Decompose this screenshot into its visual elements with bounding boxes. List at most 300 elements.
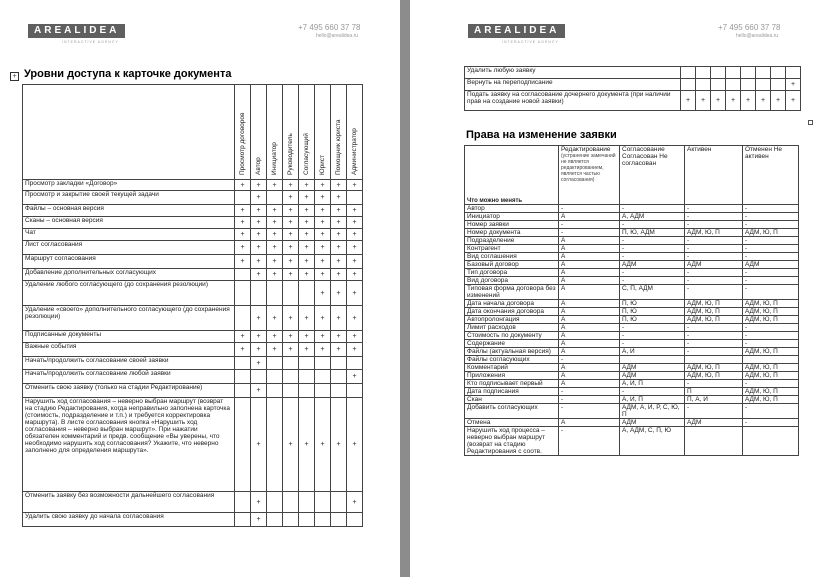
permission-mark: + bbox=[347, 306, 363, 331]
rights-value: - bbox=[685, 404, 743, 419]
table-row bbox=[23, 217, 363, 229]
rights-value: АДМ, Ю, П bbox=[685, 308, 743, 316]
rights-value: - bbox=[620, 277, 685, 285]
permission-mark: + bbox=[251, 513, 267, 527]
table-row bbox=[23, 384, 363, 398]
table-row bbox=[23, 281, 363, 306]
permission-mark bbox=[347, 513, 363, 527]
permission-label: Сканы – основная версия bbox=[23, 217, 235, 229]
rights-value: - bbox=[743, 277, 799, 285]
rights-value: - bbox=[743, 205, 799, 213]
permission-mark bbox=[235, 398, 251, 492]
table-row bbox=[465, 79, 801, 91]
rights-value: АДМ, Ю, П bbox=[685, 372, 743, 380]
field-name: Вид соглашения bbox=[465, 253, 559, 261]
rights-value: АДМ, Ю, П bbox=[743, 308, 799, 316]
rights-value: С, П, АДМ bbox=[620, 285, 685, 300]
permission-mark: + bbox=[347, 217, 363, 229]
rights-value: А, АДМ bbox=[620, 213, 685, 221]
rights-value: АДМ, Ю, П bbox=[685, 229, 743, 237]
permission-mark bbox=[315, 384, 331, 398]
rights-value: А bbox=[559, 364, 620, 372]
permission-mark: + bbox=[331, 229, 347, 241]
permission-mark: + bbox=[786, 91, 801, 111]
role-header: Автор bbox=[251, 85, 267, 180]
permission-mark: + bbox=[331, 205, 347, 217]
rights-value: - bbox=[559, 396, 620, 404]
rights-value: А bbox=[559, 380, 620, 388]
permission-mark bbox=[696, 79, 711, 91]
permission-mark: + bbox=[283, 255, 299, 269]
rights-value: - bbox=[559, 229, 620, 237]
field-name: Контрагент bbox=[465, 245, 559, 253]
permission-mark: + bbox=[331, 180, 347, 191]
permission-mark: + bbox=[347, 205, 363, 217]
permission-mark bbox=[235, 384, 251, 398]
company-logo: AREALIDEA bbox=[468, 24, 565, 38]
permission-mark: + bbox=[283, 398, 299, 492]
permission-mark bbox=[299, 370, 315, 384]
permission-label: Подать заявку на согласование дочернего документа (при наличии прав на создание новой заявки) bbox=[465, 91, 681, 111]
field-name: Вид договора bbox=[465, 277, 559, 285]
permission-mark: + bbox=[251, 331, 267, 343]
table-row bbox=[23, 398, 363, 492]
table-row bbox=[465, 91, 801, 111]
table-row bbox=[465, 332, 799, 340]
permission-mark: + bbox=[315, 180, 331, 191]
field-name: Лимит расходов bbox=[465, 324, 559, 332]
permission-mark: + bbox=[299, 255, 315, 269]
table-row bbox=[465, 245, 799, 253]
permission-mark bbox=[283, 357, 299, 370]
permission-mark: + bbox=[315, 331, 331, 343]
table-row bbox=[23, 205, 363, 217]
rights-value: - bbox=[620, 332, 685, 340]
field-name: Дата окончания договора bbox=[465, 308, 559, 316]
table-row bbox=[465, 380, 799, 388]
table-row bbox=[23, 343, 363, 357]
role-header: Инициатор bbox=[267, 85, 283, 180]
edit-rights-title: Права на изменение заявки bbox=[466, 129, 617, 141]
permission-mark: + bbox=[299, 205, 315, 217]
rights-value: АДМ, А, И, Р, С, Ю, П bbox=[620, 404, 685, 419]
what-to-change-header: Что можно менять bbox=[465, 146, 559, 205]
company-email: hello@arealidea.ru bbox=[316, 33, 359, 39]
editing-header: Редактирование (устранение замечаний не является редактированием, является частью согласования) bbox=[559, 146, 620, 205]
permission-mark: + bbox=[267, 205, 283, 217]
permission-mark bbox=[235, 492, 251, 513]
field-name: Файлы (актуальная версия) bbox=[465, 348, 559, 356]
rights-value: АДМ bbox=[685, 419, 743, 427]
permission-mark bbox=[299, 513, 315, 527]
cancelled-header: Отменен Не активен bbox=[743, 146, 799, 205]
table-row bbox=[465, 308, 799, 316]
table-row bbox=[23, 241, 363, 255]
table-row bbox=[465, 364, 799, 372]
permission-mark bbox=[347, 357, 363, 370]
permission-label: Отменить свою заявку (только на стадии Редактирование) bbox=[23, 384, 235, 398]
edit-rights-table bbox=[464, 145, 799, 456]
company-logo: AREALIDEA bbox=[28, 24, 125, 38]
rights-value: АДМ bbox=[620, 364, 685, 372]
rights-value: - bbox=[620, 245, 685, 253]
permission-mark: + bbox=[315, 241, 331, 255]
permission-mark: + bbox=[711, 91, 726, 111]
approval-header: Согласование Согласован Не согласован bbox=[620, 146, 685, 205]
permission-mark: + bbox=[771, 91, 786, 111]
rights-value: - bbox=[743, 213, 799, 221]
access-levels-table-continued bbox=[464, 66, 801, 111]
permission-mark: + bbox=[315, 343, 331, 357]
rights-value: А bbox=[559, 308, 620, 316]
permission-mark bbox=[283, 384, 299, 398]
table-resize-handle-icon[interactable] bbox=[808, 120, 813, 125]
permission-mark: + bbox=[726, 91, 741, 111]
role-header: Просмотр договоров bbox=[235, 85, 251, 180]
table-row bbox=[465, 356, 799, 364]
permission-mark bbox=[726, 79, 741, 91]
rights-value: - bbox=[685, 245, 743, 253]
rights-value bbox=[743, 427, 799, 456]
permission-mark bbox=[331, 357, 347, 370]
field-name: Приложения bbox=[465, 372, 559, 380]
rights-value: А bbox=[559, 277, 620, 285]
rights-value: - bbox=[685, 213, 743, 221]
permission-mark: + bbox=[251, 205, 267, 217]
permission-mark: + bbox=[315, 398, 331, 492]
rights-value: - bbox=[559, 427, 620, 456]
field-name: Подразделение bbox=[465, 237, 559, 245]
rights-value: АДМ bbox=[620, 419, 685, 427]
rights-value: - bbox=[620, 221, 685, 229]
permission-label: Подписанные документы bbox=[23, 331, 235, 343]
access-levels-table bbox=[22, 84, 363, 527]
rights-value: - bbox=[685, 380, 743, 388]
rights-value: - bbox=[685, 221, 743, 229]
permission-mark: + bbox=[251, 241, 267, 255]
permission-mark: + bbox=[235, 180, 251, 191]
role-header: Помощник юриста bbox=[331, 85, 347, 180]
rights-value: - bbox=[620, 253, 685, 261]
role-header: Администратор bbox=[347, 85, 363, 180]
table-row bbox=[465, 277, 799, 285]
table-row bbox=[23, 269, 363, 281]
permission-mark: + bbox=[235, 241, 251, 255]
permission-mark bbox=[267, 384, 283, 398]
company-phone: +7 495 660 37 78 bbox=[718, 23, 781, 32]
rights-value: А, АДМ, С, П, Ю bbox=[620, 427, 685, 456]
rights-value: П, Ю bbox=[620, 300, 685, 308]
permission-mark bbox=[299, 384, 315, 398]
rights-value: - bbox=[685, 285, 743, 300]
permission-mark: + bbox=[267, 180, 283, 191]
permission-mark bbox=[771, 67, 786, 79]
permission-mark bbox=[251, 281, 267, 306]
permission-mark: + bbox=[251, 269, 267, 281]
role-header: Руководитель bbox=[283, 85, 299, 180]
permission-mark: + bbox=[283, 191, 299, 205]
permission-mark bbox=[235, 513, 251, 527]
permission-mark: + bbox=[283, 343, 299, 357]
rights-value: - bbox=[559, 356, 620, 364]
permission-mark: + bbox=[347, 255, 363, 269]
rights-value: П, Ю bbox=[620, 308, 685, 316]
permission-mark bbox=[331, 513, 347, 527]
permission-mark: + bbox=[756, 91, 771, 111]
permission-mark: + bbox=[299, 217, 315, 229]
rights-value: А bbox=[559, 316, 620, 324]
permission-mark: + bbox=[347, 229, 363, 241]
rights-value: А bbox=[559, 419, 620, 427]
rights-value: А bbox=[559, 261, 620, 269]
table-row bbox=[23, 357, 363, 370]
table-row bbox=[465, 404, 799, 419]
permission-mark: + bbox=[347, 370, 363, 384]
permission-mark bbox=[741, 79, 756, 91]
table-row bbox=[465, 67, 801, 79]
permission-mark bbox=[315, 492, 331, 513]
rights-value: А, И bbox=[620, 348, 685, 356]
permission-label: Лист согласования bbox=[23, 241, 235, 255]
table-row bbox=[465, 237, 799, 245]
table-row bbox=[465, 261, 799, 269]
permission-mark: + bbox=[251, 191, 267, 205]
table-row bbox=[23, 191, 363, 205]
rights-value: - bbox=[685, 324, 743, 332]
rights-value: А bbox=[559, 348, 620, 356]
table-row bbox=[23, 180, 363, 191]
permission-mark: + bbox=[331, 255, 347, 269]
rights-value: - bbox=[685, 340, 743, 348]
permission-mark bbox=[251, 370, 267, 384]
permission-mark bbox=[235, 370, 251, 384]
permission-mark bbox=[299, 492, 315, 513]
table-move-handle-icon[interactable]: + bbox=[10, 72, 19, 81]
access-table-corner-cell bbox=[23, 85, 235, 180]
field-name: Скан bbox=[465, 396, 559, 404]
permission-mark: + bbox=[681, 91, 696, 111]
rights-value: АДМ, Ю, П bbox=[743, 300, 799, 308]
permission-mark: + bbox=[331, 331, 347, 343]
permission-mark: + bbox=[251, 229, 267, 241]
permission-label: Маршрут согласования bbox=[23, 255, 235, 269]
permission-mark: + bbox=[251, 357, 267, 370]
permission-mark: + bbox=[347, 241, 363, 255]
table-row bbox=[465, 419, 799, 427]
permission-mark bbox=[267, 370, 283, 384]
rights-value: - bbox=[743, 253, 799, 261]
rights-value: - bbox=[685, 237, 743, 245]
rights-value: - bbox=[559, 404, 620, 419]
field-name: Комментарий bbox=[465, 364, 559, 372]
permission-label: Добавление дополнительных согласующих bbox=[23, 269, 235, 281]
rights-value bbox=[685, 427, 743, 456]
field-name: Номер документа bbox=[465, 229, 559, 237]
permission-mark: + bbox=[299, 269, 315, 281]
rights-value bbox=[743, 356, 799, 364]
rights-value: - bbox=[559, 221, 620, 229]
company-tagline: INTERACTIVE AGENCY bbox=[502, 40, 559, 44]
rights-value: А bbox=[559, 340, 620, 348]
permission-mark: + bbox=[283, 217, 299, 229]
permission-mark bbox=[681, 67, 696, 79]
rights-value: - bbox=[620, 340, 685, 348]
table-row bbox=[465, 427, 799, 456]
permission-mark: + bbox=[235, 229, 251, 241]
permission-mark: + bbox=[283, 241, 299, 255]
permission-mark bbox=[267, 492, 283, 513]
permission-label: Просмотр закладки «Договор» bbox=[23, 180, 235, 191]
rights-value: - bbox=[743, 380, 799, 388]
rights-value: А, И, П bbox=[620, 380, 685, 388]
permission-mark bbox=[267, 513, 283, 527]
permission-label: Чат bbox=[23, 229, 235, 241]
permission-mark: + bbox=[299, 180, 315, 191]
permission-mark bbox=[267, 357, 283, 370]
active-header: Активен bbox=[685, 146, 743, 205]
rights-value: - bbox=[743, 419, 799, 427]
rights-value: - bbox=[685, 348, 743, 356]
permission-label: Файлы – основная версия bbox=[23, 205, 235, 217]
field-name: Номер заявки bbox=[465, 221, 559, 229]
field-name: Инициатор bbox=[465, 213, 559, 221]
rights-value: АДМ, Ю, П bbox=[685, 300, 743, 308]
rights-value: - bbox=[685, 269, 743, 277]
field-name: Стоимость по документу bbox=[465, 332, 559, 340]
permission-mark bbox=[681, 79, 696, 91]
permission-mark: + bbox=[267, 217, 283, 229]
permission-mark: + bbox=[267, 306, 283, 331]
table-row bbox=[465, 269, 799, 277]
permission-mark: + bbox=[315, 205, 331, 217]
permission-mark: + bbox=[331, 343, 347, 357]
permission-mark: + bbox=[299, 398, 315, 492]
permission-mark bbox=[235, 306, 251, 331]
permission-mark: + bbox=[347, 398, 363, 492]
permission-label: Важные события bbox=[23, 343, 235, 357]
permission-mark bbox=[283, 281, 299, 306]
rights-value: АДМ, Ю, П bbox=[743, 388, 799, 396]
field-name: Автор bbox=[465, 205, 559, 213]
permission-mark bbox=[331, 384, 347, 398]
permission-label: Удалить свою заявку до начала согласования bbox=[23, 513, 235, 527]
company-phone: +7 495 660 37 78 bbox=[298, 23, 361, 32]
table-row bbox=[465, 253, 799, 261]
permission-mark bbox=[315, 513, 331, 527]
rights-value: АДМ bbox=[620, 372, 685, 380]
permission-mark: + bbox=[251, 343, 267, 357]
rights-value: - bbox=[620, 388, 685, 396]
rights-value: АДМ, Ю, П bbox=[743, 364, 799, 372]
rights-value: АДМ, Ю, П bbox=[743, 229, 799, 237]
permission-mark bbox=[315, 357, 331, 370]
permission-mark: + bbox=[235, 205, 251, 217]
permission-mark: + bbox=[315, 306, 331, 331]
permission-mark bbox=[726, 67, 741, 79]
permission-label: Просмотр и закрытие своей текущей задачи bbox=[23, 191, 235, 205]
rights-value: - bbox=[685, 253, 743, 261]
rights-value: А bbox=[559, 372, 620, 380]
permission-mark bbox=[299, 281, 315, 306]
permission-mark: + bbox=[267, 229, 283, 241]
permission-mark: + bbox=[251, 217, 267, 229]
rights-value: А, И, П bbox=[620, 396, 685, 404]
rights-value: - bbox=[620, 205, 685, 213]
rights-value: АДМ bbox=[743, 261, 799, 269]
rights-value: А bbox=[559, 253, 620, 261]
field-name: Файлы согласующих bbox=[465, 356, 559, 364]
permission-label: Отменить заявку без возможности дальнейшего согласования bbox=[23, 492, 235, 513]
permission-mark: + bbox=[251, 306, 267, 331]
table-row bbox=[465, 213, 799, 221]
permission-mark: + bbox=[251, 492, 267, 513]
rights-value: АДМ, Ю, П bbox=[743, 372, 799, 380]
company-email: hello@arealidea.ru bbox=[736, 33, 779, 39]
table-row bbox=[465, 388, 799, 396]
rights-value: - bbox=[743, 245, 799, 253]
permission-mark: + bbox=[331, 281, 347, 306]
permission-mark: + bbox=[267, 255, 283, 269]
rights-value: П, Ю bbox=[620, 316, 685, 324]
access-levels-title: Уровни доступа к карточке документа bbox=[24, 68, 232, 80]
rights-value: - bbox=[743, 404, 799, 419]
permission-mark: + bbox=[315, 269, 331, 281]
permission-label: Нарушить ход согласования – неверно выбран маршрут (возврат на стадию Редактирования, когда неправильно заполнена карточка (стоимость, подразделение и т.п.) и требуется корректировка маршрута). В листе согласования кнопка «Нарушить ход согласования – неверно выбран маршрут». При нажатии обязателен комментарий и предв. сообщение «Вы уверены, что необходимо нарушить ход согласования? Укажите, что неверно заполнено для определения маршрута». bbox=[23, 398, 235, 492]
field-name: Типовая форма договора без изменений bbox=[465, 285, 559, 300]
permission-mark: + bbox=[283, 180, 299, 191]
permission-mark bbox=[696, 67, 711, 79]
rights-value: - bbox=[743, 324, 799, 332]
permission-mark bbox=[283, 370, 299, 384]
rights-table-header-row bbox=[465, 146, 799, 205]
permission-mark: + bbox=[331, 217, 347, 229]
rights-value: - bbox=[685, 205, 743, 213]
permission-mark: + bbox=[283, 269, 299, 281]
permission-mark: + bbox=[299, 306, 315, 331]
permission-label: Удалить любую заявку bbox=[465, 67, 681, 79]
table-row bbox=[465, 372, 799, 380]
role-header: Согласующий bbox=[299, 85, 315, 180]
permission-mark bbox=[267, 281, 283, 306]
role-header: Юрист bbox=[315, 85, 331, 180]
permission-mark: + bbox=[331, 269, 347, 281]
company-tagline: INTERACTIVE AGENCY bbox=[62, 40, 119, 44]
permission-mark: + bbox=[267, 269, 283, 281]
permission-label: Удаление «своего» дополнительного согласующего (до сохранения резолюции) bbox=[23, 306, 235, 331]
access-table-header-row bbox=[23, 85, 363, 180]
permission-mark bbox=[267, 398, 283, 492]
permission-mark: + bbox=[315, 281, 331, 306]
table-row bbox=[465, 221, 799, 229]
rights-value: - bbox=[620, 324, 685, 332]
permission-label: Начать/продолжить согласование своей заявки bbox=[23, 357, 235, 370]
permission-mark: + bbox=[251, 180, 267, 191]
permission-mark: + bbox=[741, 91, 756, 111]
permission-mark bbox=[711, 67, 726, 79]
field-name: Нарушить ход процесса – неверно выбран маршрут (возврат на стадию Редактирования с соотв. bbox=[465, 427, 559, 456]
permission-mark bbox=[331, 370, 347, 384]
permission-mark: + bbox=[299, 191, 315, 205]
permission-mark: + bbox=[267, 331, 283, 343]
permission-mark bbox=[756, 67, 771, 79]
permission-mark: + bbox=[235, 255, 251, 269]
permission-label: Начать/продолжить согласование любой заявки bbox=[23, 370, 235, 384]
rights-value: А bbox=[559, 269, 620, 277]
permission-mark bbox=[347, 191, 363, 205]
permission-mark bbox=[786, 67, 801, 79]
rights-value: АДМ, Ю, П bbox=[743, 396, 799, 404]
permission-mark bbox=[283, 492, 299, 513]
